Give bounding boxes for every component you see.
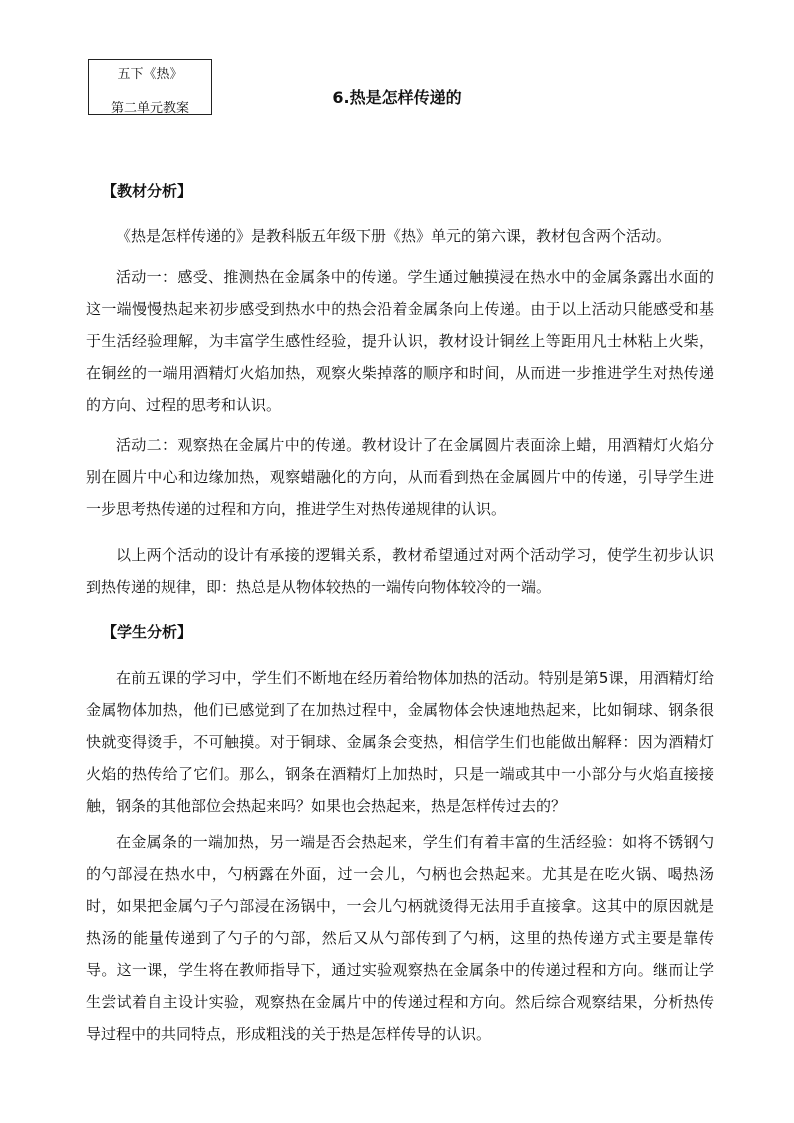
student-paragraph-1: 在前五课的学习中，学生们不断地在经历着给物体加热的活动。特别是第5课，用酒精灯给金属物体加热，他们已感觉到了在加热过程中，金属物体会快速地热起来，比如铜球、钢条很快就变得烫手，不可触摸。对于铜球、金属条会变热，相信学生们也能做出解释：因为酒精灯火焰的热传给了它们。那么，钢条在酒精灯上加热时，只是一端或其中一小部分与火焰直接接触，钢条的其他部位会热起来吗？如果也会热起来，热是怎样传过去的？: [86, 669, 714, 815]
lesson-title: 6.热是怎样传递的: [332, 88, 462, 107]
textbook-paragraph-2: 活动一：感受、推测热在金属条中的传递。学生通过触摸浸在热水中的金属条露出水面的这一端慢慢热起来初步感受到热水中的热会沿着金属条向上传递。由于以上活动只能感受和基于生活经验理解，为丰富学生感性经验，提升认识，教材设计铜丝上等距用凡士林粘上火柴，在铜丝的一端用酒精灯火焰加热，观察火柴掉落的顺序和时间，从而进一步推进学生对热传递的方向、过程的思考和认识。: [86, 268, 714, 414]
student-paragraph-2: 在金属条的一端加热，另一端是否会热起来，学生们有着丰富的生活经验：如将不锈钢勺的勺部浸在热水中，勺柄露在外面，过一会儿，勺柄也会热起来。尤其是在吃火锅、喝热汤时，如果把金属勺子勺部浸在汤锅中，一会儿勺柄就烫得无法用手直接拿。这其中的原因就是热汤的能量传递到了勺子的勺部，然后又从勺部传到了勺柄，这里的热传递方式主要是靠传导。这一课，学生将在教师指导下，通过实验观察热在金属条中的传递过程和方向。继而让学生尝试着自主设计实验，观察热在金属片中的传递过程和方向。然后综合观察结果，分析热传导过程中的共同特点，形成粗浅的关于热是怎样传导的认识。: [86, 833, 714, 1043]
unit-tag-sublabel: 第二单元教案: [110, 101, 189, 115]
textbook-paragraph-4: 以上两个活动的设计有承接的逻辑关系，教材希望通过对两个活动学习，使学生初步认识到热传递的规律，即：热总是从物体较热的一端传向物体较冷的一端。: [86, 546, 714, 596]
textbook-paragraph-3: 活动二：观察热在金属片中的传递。教材设计了在金属圆片表面涂上蜡，用酒精灯火焰分别在圆片中心和边缘加热，观察蜡融化的方向，从而看到热在金属圆片中的传递，引导学生进一步思考热传递的过程和方向，推进学生对热传递规律的认识。: [86, 436, 714, 518]
textbook-paragraph-1: 《热是怎样传递的》是教科版五年级下册《热》单元的第六课，教材包含两个活动。: [116, 227, 672, 245]
student-analysis-heading: 【学生分析】: [102, 623, 193, 641]
unit-tag-label: 五下《热》: [117, 67, 183, 82]
textbook-analysis-heading: 【教材分析】: [102, 182, 193, 200]
